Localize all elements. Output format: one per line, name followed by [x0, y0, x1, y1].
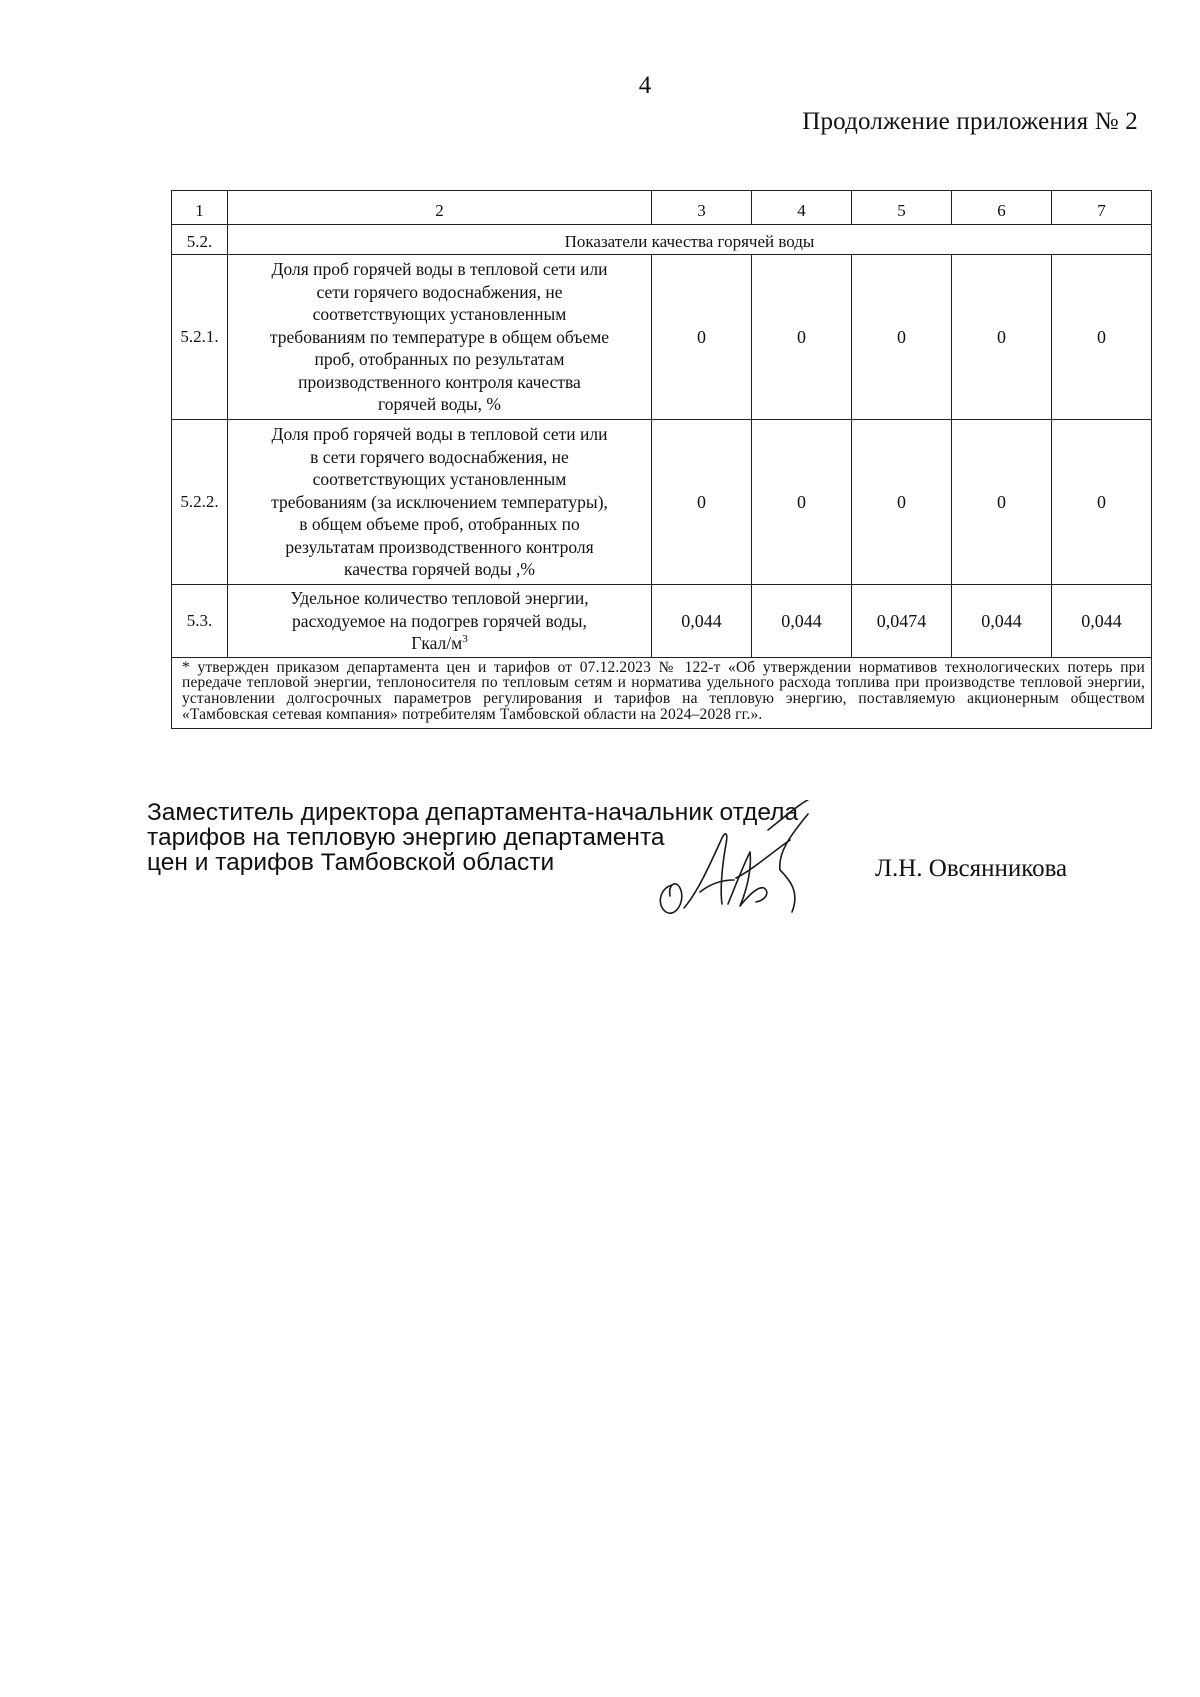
- description-line: требованиям (за исключением температуры),: [271, 491, 608, 512]
- section-number: 5.2.: [172, 225, 228, 255]
- description-line: Доля проб горячей воды в тепловой сети или: [271, 424, 608, 445]
- column-number: 6: [952, 191, 1052, 225]
- description-line: проб, отобранных по результатам: [314, 349, 565, 370]
- value-cell: 0: [1052, 255, 1152, 420]
- footnote-row: [172, 657, 1152, 728]
- row-number: 5.2.1.: [172, 255, 228, 420]
- description-line: качества горячей воды ,%: [344, 559, 535, 580]
- value-cell: 0,0474: [852, 585, 952, 658]
- column-number: 2: [228, 191, 652, 225]
- row-number: 5.2.2.: [172, 420, 228, 585]
- description-line: сети горячего водоснабжения, не: [316, 281, 563, 302]
- table-row: [172, 585, 1152, 658]
- section-title: Показатели качества горячей воды: [228, 225, 1152, 255]
- value-cell: 0: [652, 420, 752, 585]
- description-line: в общем объеме проб, отобранных по: [299, 514, 580, 535]
- value-cell: 0: [752, 255, 852, 420]
- description-line: Доля проб горячей воды в тепловой сети или: [271, 259, 608, 280]
- value-cell: 0,044: [752, 585, 852, 658]
- row-description: [228, 585, 652, 658]
- value-cell: 0: [652, 255, 752, 420]
- column-number: 3: [652, 191, 752, 225]
- description-line: в сети горячего водоснабжения, не: [310, 446, 569, 467]
- value-cell: 0: [752, 420, 852, 585]
- description-line: горячей воды, %: [378, 394, 501, 415]
- column-number: 5: [852, 191, 952, 225]
- table-row: [172, 420, 1152, 585]
- description-line: производственного контроля качества: [298, 371, 581, 392]
- section-row: [172, 225, 1152, 255]
- value-cell: 0: [852, 255, 952, 420]
- page-number: 4: [638, 72, 652, 99]
- value-cell: 0: [1052, 420, 1152, 585]
- unit-superscript: 3: [462, 633, 468, 646]
- description-line: Удельное количество тепловой энергии,: [290, 588, 589, 608]
- position-line: Заместитель директора департамента-начальник отдела: [147, 799, 799, 826]
- indicators-table: [171, 190, 1152, 729]
- appendix-continuation-note: Продолжение приложения № 2: [802, 108, 1138, 135]
- value-cell: 0,044: [952, 585, 1052, 658]
- row-number: 5.3.: [172, 585, 228, 658]
- description-line: результатам производственного контроля: [285, 536, 594, 557]
- footnote: * утвержден приказом департамента цен и тарифов от 07.12.2023 № 122-т «Об утверждении нормативов технологических потерь при передаче тепловой энергии, теплоносителя по тепловым сетям и норматива удельного расхода топлива при производстве тепловой энергии, установлении долгосрочных параметров регулирования и тарифов на тепловую энергию, поставляемую акционерным обществом «Тамбовская сетевая компания» потребителям Тамбовской области на 2024–2028 гг.».: [172, 657, 1152, 728]
- description-unit: [234, 632, 645, 655]
- row-description: [228, 255, 652, 420]
- column-number: 4: [752, 191, 852, 225]
- description-line: соответствующих установленным: [312, 304, 567, 325]
- description-line: соответствующих установленным: [312, 469, 567, 490]
- table-row: [172, 255, 1152, 420]
- description-line: расходуемое на подогрев горячей воды,: [292, 610, 587, 631]
- column-number: 7: [1052, 191, 1152, 225]
- value-cell: 0,044: [652, 585, 752, 658]
- unit-text: Гкал/м: [411, 633, 463, 653]
- handwritten-signature: [640, 800, 840, 930]
- signatory-name: Л.Н. Овсянникова: [875, 855, 1068, 882]
- column-number: 1: [172, 191, 228, 225]
- value-cell: 0: [952, 420, 1052, 585]
- value-cell: 0: [952, 255, 1052, 420]
- value-cell: 0: [852, 420, 952, 585]
- description-line: требованиям по температуре в общем объеме: [269, 326, 610, 347]
- position-line: цен и тарифов Тамбовской области: [147, 849, 555, 876]
- position-line: тарифов на тепловую энергию департамента: [147, 824, 665, 851]
- value-cell: 0,044: [1052, 585, 1152, 658]
- column-number-row: [172, 191, 1152, 225]
- row-description: [228, 420, 652, 585]
